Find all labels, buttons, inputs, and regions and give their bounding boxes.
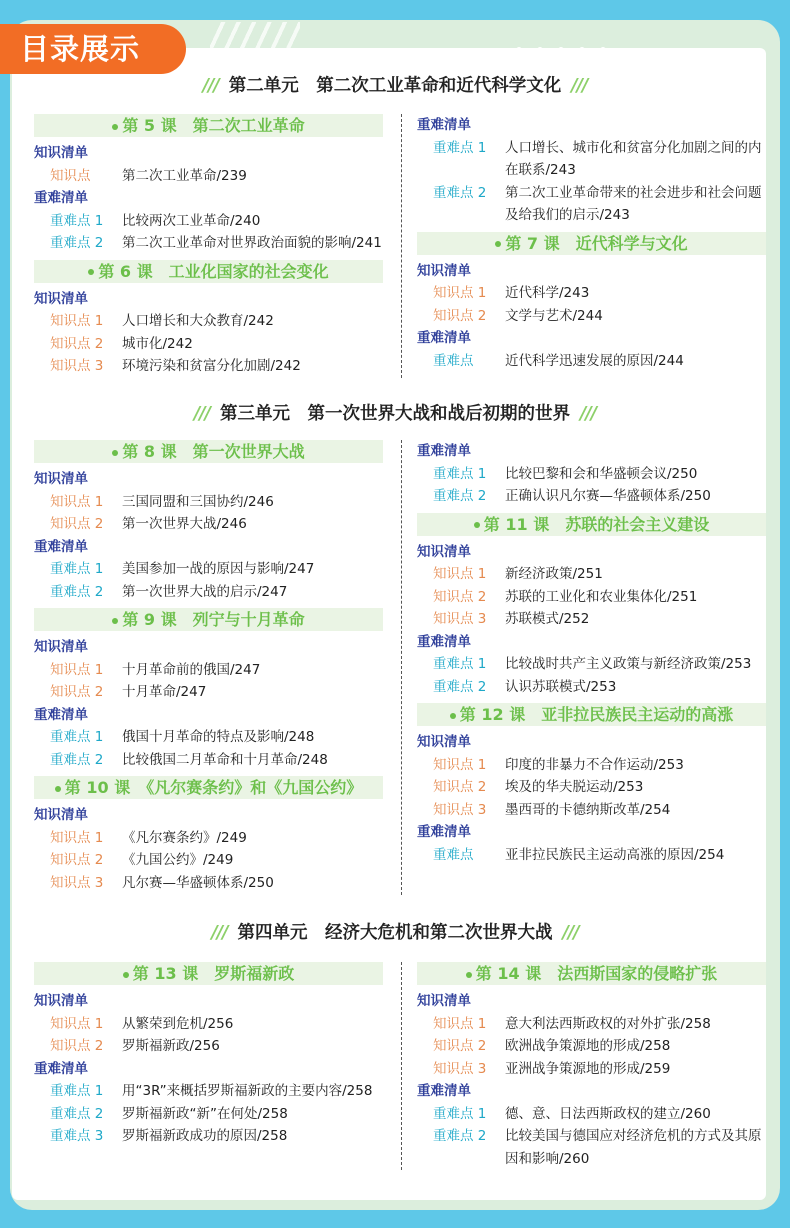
- lesson-title: 第 6 课 工业化国家的社会变化: [98, 261, 329, 281]
- entry-text: 近代科学/243: [505, 285, 590, 301]
- key-point-label: 重难点 3: [50, 1128, 104, 1144]
- knowledge-point-label: 知识点 3: [50, 874, 104, 891]
- toc-entry: [34, 310, 383, 333]
- section-label: 知识清单: [417, 734, 471, 750]
- section-label: 知识清单: [34, 145, 88, 161]
- toc-entry: [34, 165, 383, 188]
- entry-text: 第二次工业革命带来的社会进步和社会问题及给我们的启示/243: [505, 184, 762, 223]
- toc-entry: [34, 558, 383, 581]
- toc-entry: [417, 1035, 766, 1058]
- entry-text: 从繁荣到危机/256: [122, 1015, 234, 1032]
- knowledge-point-label: 知识点 1: [50, 313, 104, 329]
- unit-title-text: 第四单元 经济大危机和第二次世界大战: [237, 923, 553, 943]
- entry-text: 比较两次工业革命/240: [122, 212, 261, 229]
- knowledge-point-label: 知识点 3: [50, 358, 104, 374]
- key-point-label: 重难点 2: [50, 583, 104, 600]
- section-label: 知识清单: [34, 471, 88, 487]
- toc-entry: [417, 1058, 766, 1081]
- knowledge-point-label: 知识点 1: [50, 829, 104, 846]
- entry-text: 意大利法西斯政权的对外扩张/258: [505, 1015, 711, 1032]
- lesson-heading: [34, 260, 383, 283]
- slash-decoration-icon: ///: [211, 923, 228, 943]
- entry-text: 比较俄国二月革命和十月革命/248: [122, 751, 328, 768]
- decorative-stripes: [210, 22, 300, 48]
- slash-decoration-icon: ///: [562, 923, 579, 943]
- unit-title: [0, 400, 790, 425]
- key-point-label: 重难点: [433, 352, 474, 369]
- knowledge-point-label: 知识点 1: [50, 1015, 104, 1032]
- bullet-dot-icon: [88, 269, 94, 275]
- entry-text: 第一次世界大战的启示/247: [122, 583, 288, 600]
- column-divider: [401, 114, 402, 378]
- banner-title: 目录展示: [0, 24, 186, 74]
- entry-text: 第一次世界大战/246: [122, 516, 247, 532]
- key-point-label: 重难点 2: [433, 488, 487, 504]
- unit-title: [0, 919, 790, 944]
- toc-entry: [34, 827, 383, 850]
- lesson-title: 第 10 课 《凡尔赛条约》和《九国公约》: [64, 778, 363, 797]
- bullet-dot-icon: [495, 241, 501, 247]
- knowledge-point-label: 知识点 2: [433, 1038, 487, 1054]
- section-label: 知识清单: [417, 993, 471, 1009]
- entry-text: 罗斯福新政成功的原因/258: [122, 1128, 288, 1144]
- entry-text: 埃及的华夫脱运动/253: [505, 779, 644, 795]
- unit-title-text: 第三单元 第一次世界大战和战后初期的世界: [220, 404, 570, 424]
- knowledge-point-label: 知识点: [50, 167, 91, 184]
- key-point-label: 重难点 1: [433, 465, 487, 482]
- key-point-label: 重难点 1: [50, 212, 104, 229]
- entry-text: 文学与艺术/244: [505, 307, 603, 324]
- bullet-dot-icon: [55, 786, 61, 792]
- entry-text: 凡尔赛—华盛顿体系/250: [122, 874, 274, 891]
- knowledge-point-label: 知识点 3: [433, 611, 487, 627]
- entry-text: 苏联的工业化和农业集体化/251: [505, 588, 698, 605]
- column: [417, 962, 766, 1170]
- entry-text: 亚洲战争策源地的形成/259: [505, 1060, 671, 1077]
- entry-text: 比较美国与德国应对经济危机的方式及其原因和影响/260: [505, 1128, 762, 1167]
- toc-entry: [34, 1080, 383, 1103]
- slash-decoration-icon: ///: [580, 404, 597, 424]
- lesson-heading: [34, 608, 383, 631]
- lesson-title: 第 5 课 第二次工业革命: [122, 116, 305, 135]
- key-point-label: 重难点 2: [50, 751, 104, 768]
- unit-title: [0, 72, 790, 97]
- toc-entry: [417, 463, 766, 486]
- knowledge-point-label: 知识点 1: [433, 1015, 487, 1032]
- entry-text: 第二次工业革命对世界政治面貌的影响/241: [122, 235, 382, 251]
- key-point-label: 重难点 2: [50, 1105, 104, 1122]
- key-point-label: 重难点 1: [433, 1105, 487, 1122]
- toc-entry: [34, 749, 383, 772]
- column: [34, 440, 383, 894]
- entry-text: 美国参加一战的原因与影响/247: [122, 561, 315, 577]
- section-label: 重难清单: [417, 330, 471, 346]
- knowledge-point-label: 知识点 3: [433, 801, 487, 818]
- knowledge-point-label: 知识点 3: [433, 1060, 487, 1077]
- entry-text: 环境污染和贫富分化加剧/242: [122, 358, 301, 374]
- toc-entry: [417, 1125, 766, 1170]
- toc-entry: [34, 355, 383, 378]
- key-point-label: 重难点 1: [433, 139, 487, 156]
- column: [34, 114, 383, 378]
- toc-entry: [34, 872, 383, 895]
- entry-text: 《凡尔赛条约》/249: [122, 829, 247, 846]
- toc-entry: [34, 232, 383, 255]
- section-label: 知识清单: [34, 993, 88, 1009]
- toc-entry: [417, 754, 766, 777]
- toc-entry: [34, 1035, 383, 1058]
- lesson-heading: [417, 703, 766, 726]
- toc-entry: [34, 1013, 383, 1036]
- entry-text: 罗斯福新政/256: [122, 1038, 220, 1054]
- bullet-dot-icon: [474, 522, 480, 528]
- section-label: 知识清单: [417, 262, 471, 279]
- entry-text: 墨西哥的卡德纳斯改革/254: [505, 801, 671, 818]
- lesson-heading: [34, 440, 383, 463]
- lesson-heading: [417, 232, 766, 255]
- entry-text: 人口增长、城市化和贫富分化加剧之间的内在联系/243: [505, 139, 762, 178]
- section-label: 重难清单: [34, 1060, 88, 1077]
- key-point-label: 重难点 1: [50, 729, 104, 745]
- column: [417, 114, 766, 372]
- section-label: 重难清单: [417, 117, 471, 133]
- section-label: 重难清单: [34, 538, 88, 555]
- section-label: 重难清单: [417, 1083, 471, 1099]
- toc-entry: [417, 1103, 766, 1126]
- slash-decoration-icon: ///: [202, 76, 219, 96]
- entry-text: 亚非拉民族民主运动高涨的原因/254: [505, 846, 725, 863]
- toc-entry: [417, 485, 766, 508]
- bullet-dot-icon: [466, 972, 472, 978]
- column: [34, 962, 383, 1148]
- toc-entry: [417, 799, 766, 822]
- toc-entry: [34, 1125, 383, 1148]
- entry-text: 比较巴黎和会和华盛顿会议/250: [505, 465, 698, 482]
- toc-entry: [417, 305, 766, 328]
- column: [417, 440, 766, 866]
- entry-text: 苏联模式/252: [505, 611, 590, 627]
- knowledge-point-label: 知识点 2: [433, 588, 487, 605]
- knowledge-point-label: 知识点 2: [50, 335, 104, 352]
- toc-entry: [34, 681, 383, 704]
- key-point-label: 重难点: [433, 846, 474, 863]
- toc-entry: [417, 182, 766, 227]
- toc-entry: [34, 333, 383, 356]
- column-divider: [401, 440, 402, 895]
- section-label: 重难清单: [34, 706, 88, 723]
- column-divider: [401, 962, 402, 1170]
- section-label: 知识清单: [34, 290, 88, 307]
- toc-entry: [417, 776, 766, 799]
- entry-text: 俄国十月革命的特点及影响/248: [122, 729, 315, 745]
- key-point-label: 重难点 2: [433, 678, 487, 695]
- knowledge-point-label: 知识点 2: [433, 307, 487, 324]
- key-point-label: 重难点 1: [50, 561, 104, 577]
- entry-text: 近代科学迅速发展的原因/244: [505, 352, 684, 369]
- entry-text: 罗斯福新政“新”在何处/258: [122, 1105, 288, 1122]
- bullet-dot-icon: [123, 972, 129, 978]
- knowledge-point-label: 知识点 2: [50, 852, 104, 868]
- key-point-label: 重难点 2: [433, 184, 487, 201]
- entry-text: 十月革命前的俄国/247: [122, 661, 261, 678]
- lesson-heading: [417, 962, 766, 985]
- lesson-heading: [34, 114, 383, 137]
- toc-entry: [34, 726, 383, 749]
- lesson-heading: [34, 776, 383, 799]
- section-label: 重难清单: [417, 443, 471, 459]
- entry-text: 德、意、日法西斯政权的建立/260: [505, 1105, 711, 1122]
- knowledge-point-label: 知识点 2: [50, 684, 104, 700]
- section-label: 知识清单: [34, 807, 88, 823]
- key-point-label: 重难点 1: [50, 1083, 104, 1099]
- lesson-title: 第 12 课 亚非拉民族民主运动的高涨: [459, 705, 734, 724]
- toc-entry: [417, 350, 766, 373]
- toc-entry: [417, 653, 766, 676]
- bullet-dot-icon: [450, 713, 456, 719]
- toc-entry: [34, 849, 383, 872]
- knowledge-point-label: 知识点 1: [50, 661, 104, 678]
- lesson-heading: [417, 513, 766, 536]
- bullet-dot-icon: [112, 450, 118, 456]
- entry-text: 《九国公约》/249: [122, 852, 234, 868]
- knowledge-point-label: 知识点 1: [433, 566, 487, 582]
- toc-entry: [417, 563, 766, 586]
- toc-entry: [34, 491, 383, 514]
- bullet-dot-icon: [112, 618, 118, 624]
- slash-decoration-icon: ///: [193, 404, 210, 424]
- entry-text: 人口增长和大众教育/242: [122, 313, 274, 329]
- toc-entry: [417, 608, 766, 631]
- key-point-label: 重难点 2: [50, 235, 104, 251]
- lesson-title: 第 8 课 第一次世界大战: [122, 442, 305, 461]
- entry-text: 欧洲战争策源地的形成/258: [505, 1038, 671, 1054]
- unit-title-text: 第二单元 第二次工业革命和近代科学文化: [228, 76, 562, 96]
- knowledge-point-label: 知识点 1: [433, 756, 487, 773]
- key-point-label: 重难点 1: [433, 656, 487, 672]
- lesson-title: 第 13 课 罗斯福新政: [132, 964, 295, 983]
- entry-text: 认识苏联模式/253: [505, 678, 617, 695]
- toc-entry: [34, 513, 383, 536]
- toc-entry: [34, 659, 383, 682]
- toc-entry: [34, 1103, 383, 1126]
- entry-text: 用“3R”来概括罗斯福新政的主要内容/258: [122, 1083, 373, 1099]
- entry-text: 十月革命/247: [122, 684, 207, 700]
- toc-entry: [417, 282, 766, 305]
- section-label: 知识清单: [34, 639, 88, 655]
- lesson-title: 第 9 课 列宁与十月革命: [122, 610, 305, 629]
- toc-entry: [417, 844, 766, 867]
- toc-entry: [34, 581, 383, 604]
- toc-entry: [417, 1013, 766, 1036]
- entry-text: 城市化/242: [122, 335, 193, 352]
- section-label: 重难清单: [417, 633, 471, 650]
- slash-decoration-icon: ///: [571, 76, 588, 96]
- knowledge-point-label: 知识点 1: [433, 285, 487, 301]
- knowledge-point-label: 知识点 2: [433, 779, 487, 795]
- knowledge-point-label: 知识点 2: [50, 1038, 104, 1054]
- section-label: 重难清单: [34, 190, 88, 206]
- section-label: 知识清单: [417, 543, 471, 560]
- bullet-dot-icon: [112, 124, 118, 130]
- lesson-heading: [34, 962, 383, 985]
- toc-entry: [417, 676, 766, 699]
- toc-entry: [34, 210, 383, 233]
- knowledge-point-label: 知识点 1: [50, 493, 104, 510]
- lesson-title: 第 7 课 近代科学与文化: [505, 233, 688, 253]
- entry-text: 三国同盟和三国协约/246: [122, 493, 274, 510]
- knowledge-point-label: 知识点 2: [50, 516, 104, 532]
- section-label: 重难清单: [417, 824, 471, 840]
- entry-text: 新经济政策/251: [505, 566, 603, 582]
- entry-text: 第二次工业革命/239: [122, 167, 247, 184]
- entry-text: 比较战时共产主义政策与新经济政策/253: [505, 656, 752, 672]
- toc-entry: [417, 137, 766, 182]
- key-point-label: 重难点 2: [433, 1128, 487, 1144]
- lesson-title: 第 11 课 苏联的社会主义建设: [483, 514, 710, 534]
- lesson-title: 第 14 课 法西斯国家的侵略扩张: [475, 964, 718, 983]
- entry-text: 正确认识凡尔赛—华盛顿体系/250: [505, 488, 711, 504]
- toc-entry: [417, 586, 766, 609]
- entry-text: 印度的非暴力不合作运动/253: [505, 756, 684, 773]
